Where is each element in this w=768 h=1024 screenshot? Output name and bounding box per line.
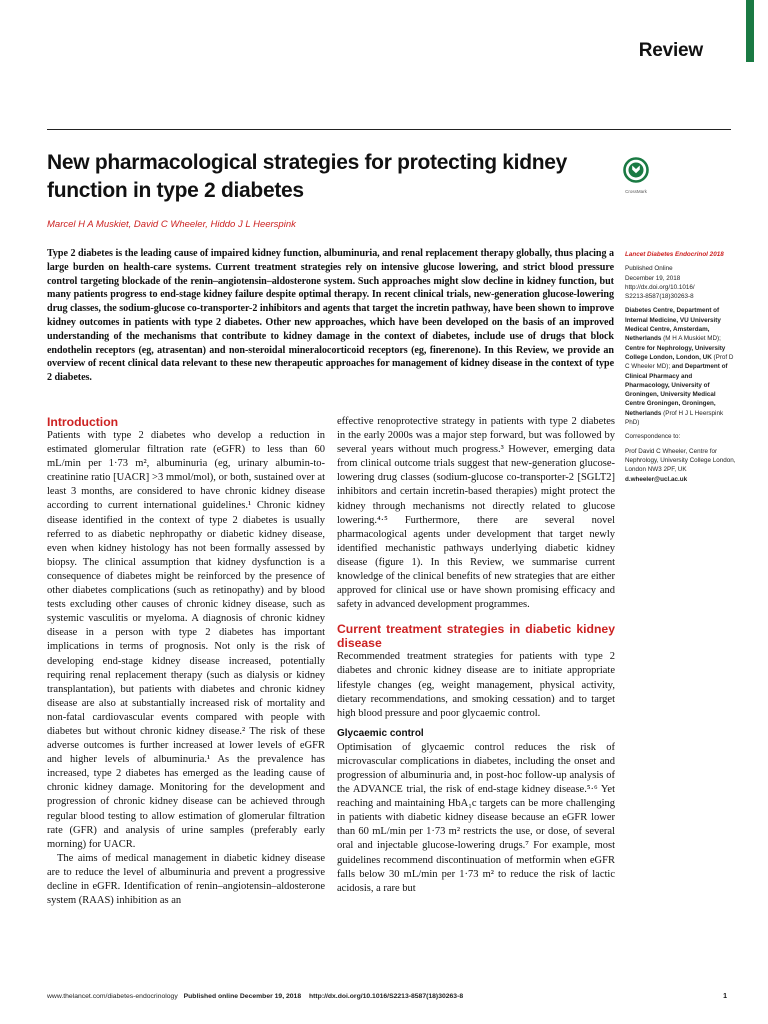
current-treatment-heading: Current treatment strategies in diabetic kidney disease xyxy=(337,622,615,651)
section-label: Review xyxy=(638,40,703,61)
section-spacer xyxy=(337,612,615,622)
citation xyxy=(625,250,737,259)
intro-paragraph-2: The aims of medical management in diabetic kidney disease are to reduce the level of albuminuria and prevent a progressive decline in eGFR. Identification of renin–angiotensin–aldosterone system (RAAS) inhibition as an xyxy=(47,852,325,907)
title-line-1: New pharmacological strategies for protecting kidney xyxy=(47,151,568,174)
correspondence-email[interactable]: d.wheeler@ucl.ac.uk xyxy=(625,475,688,483)
journal-name: Lancet Diabetes Endocrinol xyxy=(625,251,708,258)
doi-line-1[interactable]: http://dx.doi.org/10.1016/ xyxy=(625,283,695,291)
published-date: December 19, 2018 xyxy=(625,274,681,282)
title-line-2: function in type 2 diabetes xyxy=(47,179,304,202)
published-label: Published Online xyxy=(625,265,673,273)
current-treatment-paragraph: Recommended treatment strategies for patients with type 2 diabetes and chronic kidney disease are to initiate appropriate lifestyle changes (eg, weight management, physical activity, dietary recommendations, and smoking cessation) and to target high blood pressure and poor glycaemic control. xyxy=(337,651,615,719)
affiliation-2: Centre for Nephrology, University College London, London, UK xyxy=(625,344,726,361)
header-rule xyxy=(47,129,731,130)
intro-continued-paragraph: effective renoprotective strategy in patients with type 2 diabetes in the early 2000s was a major step forward, but was followed by several years without much progress.³ However, emerging data from clinical outcome trials suggest that new-generation glucose-lowering drug classes (sodium-glucose co-transporter-2 [SGLT2] inhibitors and certain incretin-based therapies) might protect the kidney through mechanisms not directly related to glucose lowering.⁴·⁵ Furthermore, there are several novel pharmacological agents under development that target newly identified mechanistic pathways underlying diabetic kidney disease (figure 1). In this Review, we summarise current knowledge of the clinical benefits of new strategies that are either approved for clinical use or have shown promising efficacy and safety in advanced development programmes. xyxy=(337,416,615,611)
glycaemic-control-paragraph: Optimisation of glycaemic control reduces the risk of microvascular complications in diabetes, including the onset and progression of albuminuria and, in post-hoc follow-up analysis of the ADVANCE trial, the risk of end-stage kidney disease.⁵·⁶ Yet reaching and maintaining HbA₁c targets can be more challenging in patients with diabetic kidney disease because an eGFR lower than 60 mL/min per 1·73 m² restricts the use, or dose, of several oral and injectable glucose-lowering drugs.⁷ For example, most guidelines recommend discontinuation of metformin when eGFR falls below 30 mL/min per 1·73 m² to reduce the risk of lactic acidosis, a rare but xyxy=(337,741,615,894)
body-column-left xyxy=(47,415,325,908)
glycaemic-control-heading: Glycaemic control xyxy=(337,727,424,739)
journal-year: 2018 xyxy=(707,251,724,258)
introduction-heading: Introduction xyxy=(47,415,119,429)
abstract: Type 2 diabetes is the leading cause of impaired kidney function, albuminuria, and renal replacement therapy globally, thus placing a large burden on health-care systems. Current treatment strategies rely on intensive glucose lowering, and strict blood pressure control targeting blockade of the renin–angiotensin–aldosterone system. Such approaches might slow decline in kidney function, but many patients progress to end-stage kidney failure despite optimal therapy. In recent clinical trials, new-generation glucose-lowering drug classes, the sodium-glucose co-transporter-2 inhibitors and agents that target the incretin pathway, have been shown to improve kidney outcomes in patients with type 2 diabetes. Other new approaches, which have been developed on the basis of an improved understanding of the mechanisms that contribute to kidney damage in the context of diabetes, include use of drugs that block endothelin receptors (eg, atrasentan) and non-steroidal mineralocorticoid receptors (eg, finerenone). In this Review, we provide an overview of recent clinical data relevant to these new therapeutic approaches for management of kidney disease in the context of type 2 diabetes. xyxy=(47,248,614,384)
affiliation-3: and Department of Clinical Pharmacy and Pharmacology, University of Groningen, University Medical Centre Groningen, Groningen, Netherlands xyxy=(625,363,728,417)
affiliations xyxy=(625,306,737,427)
affiliation-2-person: (Prof D C Wheeler MD); xyxy=(625,353,734,371)
affiliation-1: Diabetes Centre, Department of Internal Medicine, VU University Medical Centre, Amsterdam, Netherlands xyxy=(625,307,721,343)
footer-doi[interactable]: http://dx.doi.org/10.1016/S2213-8587(18)30263-8 xyxy=(309,993,464,1000)
footer-published: Published online December 19, 2018 xyxy=(183,993,302,1000)
page-footer xyxy=(47,993,727,1000)
article-title xyxy=(47,149,587,205)
crossmark-label: CrossMark xyxy=(625,189,647,194)
journal-color-bar xyxy=(746,0,754,62)
article-info-sidebar xyxy=(625,250,737,484)
intro-paragraph-1: Patients with type 2 diabetes who develop a reduction in estimated glomerular filtration rate (eGFR) to less than 60 mL/min per 1·73 m², albuminuria (eg, urinary albumin-to-creatinine ratio [UACR] >3 mmol/mol), or both, sustained over at least 3 months, are considered to have chronic kidney disease according to current international guidelines.¹ Chronic kidney disease identified in the context of type 2 diabetes is usually referred to as diabetic nephropathy or diabetic kidney disease, even when kidney histology has not been formally assessed by biopsy. The clinical assumption that kidney dysfunction is a consequence of diabetes might be reinforced by the presence of other diabetes complications (such as retinopathy) and by blood tests excluding other causes of chronic kidney disease, such as systemic vasculitis or myeloma. A diagnosis of chronic kidney disease in a person with type 2 diabetes has important implications in terms of prognosis. Not only is the risk of developing end-stage kidney disease increased, potentially requiring renal replacement therapy (such as dialysis or kidney transplantation), but patients with diabetes and chronic kidney disease are also at substantially increased risk of mortality and non-fatal cardiovascular events compared with people with diabetes but without chronic kidney disease.² The risk of these adverse outcomes is further increased at lower levels of eGFR and higher levels of albuminuria.¹ As the prevalence has increased, type 2 diabetes has emerged as the leading cause of chronic kidney damage. Monitoring for the development and progression of chronic kidney disease can be achieved through regular blood testing to allow estimation of glomerular filtration rate (GFR) and analysis of urine samples (preferably early morning) for UACR. xyxy=(47,430,325,850)
crossmark-badge-icon xyxy=(622,157,650,183)
affiliation-3-person: (Prof H J L Heerspink PhD) xyxy=(625,409,724,427)
doi-line-2[interactable]: S2213-8587(18)30263-8 xyxy=(625,293,694,301)
crossmark-icon[interactable] xyxy=(622,157,650,194)
author-list[interactable]: Marcel H A Muskiet, David C Wheeler, Hiddo J L Heerspink xyxy=(47,219,296,230)
affiliation-1-person: (M H A Muskiet MD); xyxy=(663,335,721,343)
correspondence-label: Correspondence to: xyxy=(625,433,681,441)
footer-url[interactable]: www.thelancet.com/diabetes-endocrinology xyxy=(47,993,178,1000)
page-number: 1 xyxy=(723,993,727,1000)
correspondence-address: Prof David C Wheeler, Centre for Nephrology, University College London, London NW3 2PF, UK xyxy=(625,447,736,474)
body-column-right xyxy=(337,415,615,896)
